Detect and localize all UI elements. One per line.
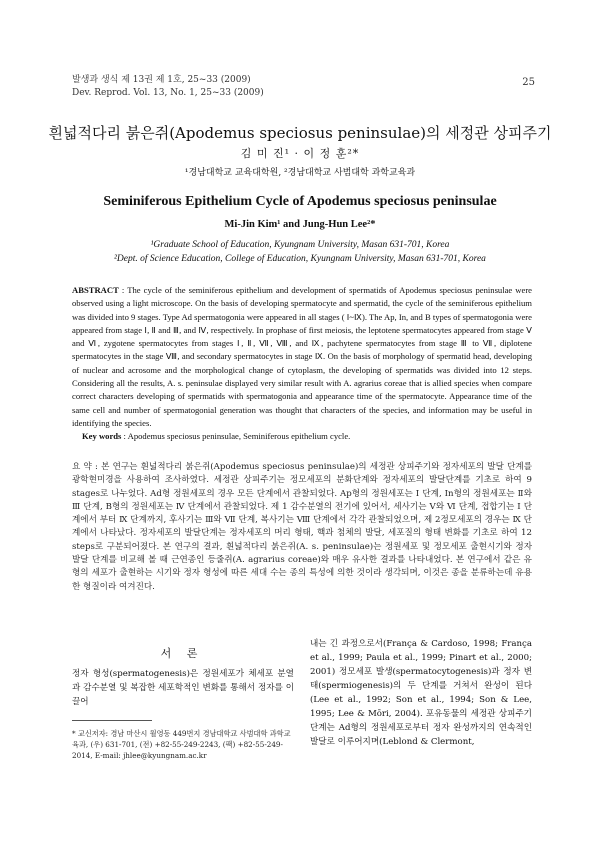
intro-left-column: 정자 형성(spermatogenesis)은 정원세포가 체세포 분열과 감수분열 및 복잡한 세포학적인 변화를 통해서 정자를 이끌어 bbox=[72, 669, 294, 707]
title-english: Seminiferous Epithelium Cycle of Apodemus speciosus peninsulae bbox=[103, 194, 497, 209]
journal-header-ko: 발생과 생식 제 13권 제 1호, 25~33 (2009) bbox=[72, 75, 251, 85]
keywords-line bbox=[72, 430, 532, 443]
authors-korean: 김 미 진¹ · 이 정 훈²* bbox=[240, 147, 360, 160]
authors-english: Mi-Jin Kim¹ and Jung-Hun Lee²* bbox=[224, 219, 376, 230]
abstract-label: ABSTRACT bbox=[72, 285, 119, 295]
section-heading-introduction: 서 론 bbox=[160, 647, 204, 660]
title-korean: 흰넓적다리 붉은쥐(Apodemus speciosus peninsulae)의 세정관 상피주기 bbox=[48, 124, 552, 142]
corresponding-author-footnote: * 교신저자: 경남 마산시 월영동 449번지 경남대학교 사범대학 과학교육과, (우) 631-701, (전) +82-55-249-2243, (팩) +82-55-249-2014, E-mail: jhlee@kyungnam.ac.kr bbox=[72, 729, 291, 760]
page-number: 25 bbox=[522, 77, 535, 88]
affiliations-korean: ¹경남대학교 교육대학원, ²경남대학교 사범대학 과학교육과 bbox=[184, 168, 416, 178]
abstract-text: : The cycle of the seminiferous epithelium and development of spermatids of Apodemus speciosus peninsulae were observed using a light microscope. On the basis of developing spermatocyte and spermatid, the cycle of the seminiferous epithelium was divided into 9 stages. Type Ad spermatogonia were appeared in all stages ( Ⅰ~Ⅸ). The Ap, In, and B types of spermatogonia were appeared from stage Ⅰ, Ⅱ and Ⅲ, and Ⅳ, respectively. In prophase of first meiosis, the leptotene spermatocytes appeared from stage Ⅴ and Ⅵ, zygotene spermatocytes from stages Ⅰ, Ⅱ, Ⅶ, Ⅷ, and Ⅸ, pachytene spermatocytes from stage Ⅲ to Ⅶ, diplotene spermatocytes in the stage Ⅷ, and secondary spermatocytes in stage Ⅸ. On the basis of morphology of spermatid head, developing of nuclear and acrosome and the morphological change of cytoplasm, the developing of spermatids was divided into 12 steps. Considering all the results, A. s. peninsulae displayed very similar result with A. agrarius coreae that is allied species when compare correct characters developing of spermatids with spermatogonia and appearance time of the spermatocyte. Appearance time of the same cell and number of spermatogonial generation was thought that characters of the species, and information may be useful in identifying the species. bbox=[72, 285, 532, 428]
abstract bbox=[72, 284, 532, 444]
intro-right-column: 내는 긴 과정으로서(França & Cardoso, 1998; França et al., 1999; Paula et al., 1999; Pinart et al., 2000; 2001) 정모세포 발생(spermatocytogenesis)과 정자 변태(spermiogenesis)의 두 단계를 거쳐서 완성이 된다(Lee et al., 1992; Son et al., 1994; Son & Lee, 1995; Lee & Mōri, 2004). 포유동물의 세정관 상피주기 단계는 Ad형의 정원세포로부터 정자 완성까지의 연속적인 발달로 이루어지며(Leblond & Clermont, bbox=[310, 639, 532, 747]
journal-header-en: Dev. Reprod. Vol. 13, No. 1, 25~33 (2009) bbox=[72, 88, 264, 98]
affiliation-en-2: ²Dept. of Science Education, College of Education, Kyungnam University, Masan 631-701, Korea bbox=[114, 254, 486, 264]
summary-korean: 요 약 : 본 연구는 흰넓적다리 붉은쥐(Apodemus speciosus peninsulae)의 세정관 상피주기와 정자세포의 발달 단계를 광학현미경을 사용하여 조사하였다. 세정관 상피주기는 정모세포의 분화단계와 정자세포의 발달단계를 기초로 하여 9 stages로 나누었다. Ad형 정원세포의 경우 모든 단계에서 관찰되었다. Ap형의 정원세포는 Ⅰ 단계, In형의 정원세포는 Ⅱ와 Ⅲ 단계, B형의 정원세포는 Ⅳ 단계에서 관찰되었다. 제 1 감수분열의 전기에 있어서, 세사기는 Ⅴ와 Ⅵ 단계, 접합기는 Ⅰ 단계에서 부터 Ⅸ 단계까지, 후사기는 Ⅲ와 Ⅶ 단계, 복사기는 Ⅷ 단계에서 각각 관찰되었으며, 제 2정모세포의 경우는 Ⅸ 단계에서 나타났다. 정자세포의 발달단계는 정자세포의 머리 형태, 핵과 첨체의 발달, 세포질의 형태 변화를 기초로 하여 12 steps로 구분되어졌다. 본 연구의 결과, 흰넓적다리 붉은쥐(A. s. peninsulae)는 정원세포 및 정모세포 출현시기와 정자 발달 단계를 비교해 볼 때 근연종인 등줄쥐(A. agrarius coreae)와 매우 유사한 결과를 나타내었다. 본 연구에서 같은 유형의 세포가 출현하는 시기와 정자 형성에 따른 세대 수는 종의 특성에 의한 것이라 생각되며, 이것은 종을 분류하는데 유용한 형질이라 여겨진다. bbox=[72, 462, 532, 592]
keywords-text: : Apodemus speciosus peninsulae, Seminiferous epithelium cycle. bbox=[123, 431, 351, 442]
keywords-label: Key words bbox=[82, 431, 122, 442]
affiliation-en-1: ¹Graduate School of Education, Kyungnam University, Masan 631-701, Korea bbox=[150, 240, 450, 250]
footnote-divider bbox=[72, 720, 152, 721]
